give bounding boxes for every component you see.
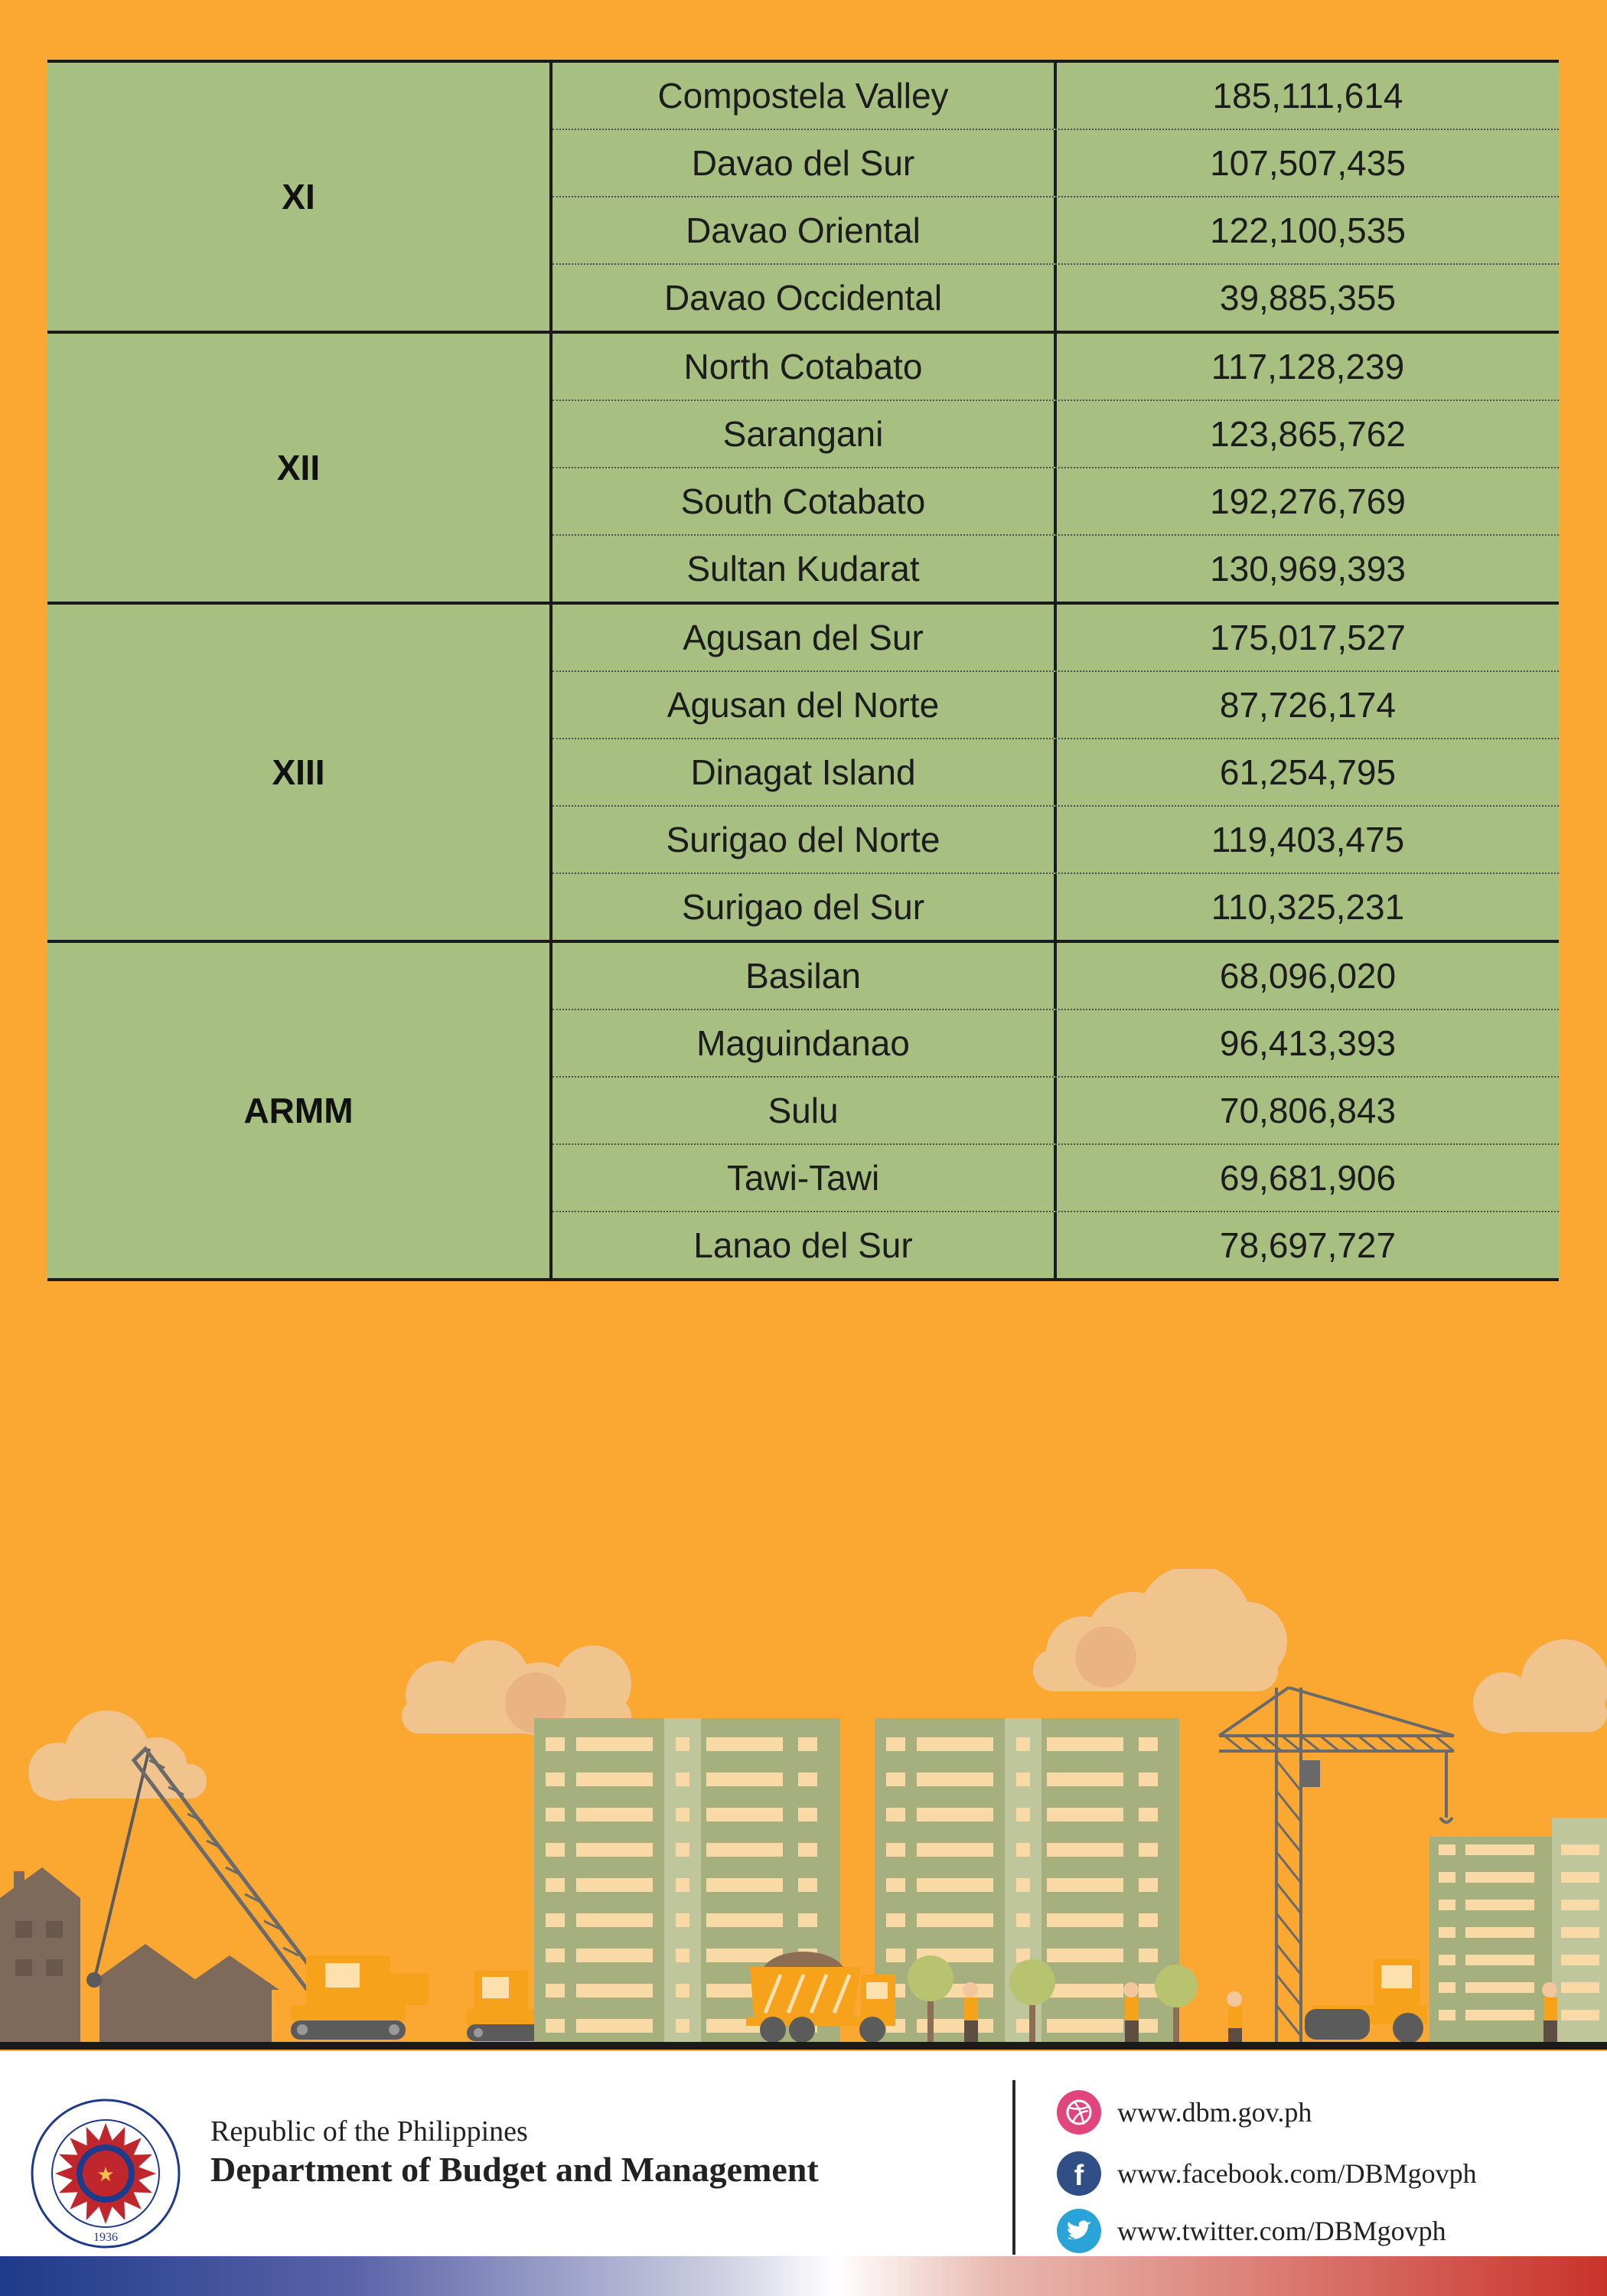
window [1016, 1773, 1030, 1786]
window [1465, 1844, 1534, 1855]
window [706, 1913, 783, 1927]
province-name: Agusan del Sur [553, 605, 1057, 670]
table-row [553, 605, 1559, 670]
window [1047, 1808, 1123, 1821]
window [798, 1878, 817, 1892]
window [706, 1878, 783, 1892]
window [886, 1913, 905, 1927]
window [546, 1808, 565, 1821]
window [676, 1737, 689, 1751]
table-row [553, 263, 1559, 331]
allocation-amount: 68,096,020 [1219, 956, 1397, 996]
houses-silhouette [0, 1867, 279, 2043]
window [676, 1808, 689, 1821]
window [1465, 1900, 1534, 1910]
window [917, 1843, 993, 1857]
window [1465, 1982, 1534, 1993]
allocation-amount: 39,885,355 [1219, 278, 1397, 318]
province-name: Compostela Valley [553, 63, 1057, 129]
region-label: XII [47, 334, 553, 602]
contact-facebook[interactable] [1056, 2151, 1477, 2197]
window [1561, 2010, 1599, 2020]
allocation-amount: 119,403,475 [1211, 820, 1405, 859]
window [1439, 1955, 1455, 1965]
table-row [553, 1076, 1559, 1143]
allocation-table [47, 60, 1559, 1281]
province-name: Basilan [553, 943, 1057, 1009]
window [576, 1843, 653, 1857]
window [1561, 1900, 1599, 1910]
allocation-amount: 96,413,393 [1219, 1023, 1397, 1063]
window [676, 1773, 689, 1786]
window [798, 1737, 817, 1751]
window [1016, 2019, 1030, 2033]
province-name: Agusan del Norte [553, 672, 1057, 738]
region-label: XI [47, 63, 553, 331]
allocation-amount: 69,681,906 [1219, 1158, 1397, 1198]
window [576, 1949, 653, 1962]
window [886, 1843, 905, 1857]
website-link[interactable]: www.dbm.gov.ph [1117, 2097, 1312, 2128]
window [1139, 1878, 1158, 1892]
window [1561, 1872, 1599, 1883]
table-row [553, 63, 1559, 129]
region-group [47, 940, 1559, 1278]
window [576, 1737, 653, 1751]
window [1139, 1949, 1158, 1962]
window [1465, 1872, 1534, 1883]
window [706, 1843, 783, 1857]
window [546, 1737, 565, 1751]
table-row [553, 129, 1559, 196]
window [546, 1878, 565, 1892]
window [1047, 1949, 1123, 1962]
window [917, 1878, 993, 1892]
window [1561, 1927, 1599, 1938]
window [1016, 1843, 1030, 1857]
window [886, 1773, 905, 1786]
window [886, 1949, 905, 1962]
allocation-amount: 70,806,843 [1219, 1091, 1397, 1130]
facebook-link[interactable]: www.facebook.com/DBMgovph [1117, 2158, 1477, 2189]
province-name: Sarangani [553, 401, 1057, 467]
province-name: Surigao del Norte [553, 807, 1057, 872]
footer-divider [1012, 2080, 1015, 2255]
window [546, 1773, 565, 1786]
window [1139, 1773, 1158, 1786]
region-group [47, 602, 1559, 940]
province-name: Lanao del Sur [553, 1212, 1057, 1278]
window [1016, 1913, 1030, 1927]
window [546, 1984, 565, 1998]
window [798, 1843, 817, 1857]
window [546, 1949, 565, 1962]
window [1047, 1984, 1123, 1998]
window [1465, 2010, 1534, 2020]
window [798, 1808, 817, 1821]
allocation-amount: 123,865,762 [1210, 414, 1406, 454]
window [1047, 1773, 1123, 1786]
province-name: Davao Occidental [553, 265, 1057, 331]
window [676, 1843, 689, 1857]
window [676, 1878, 689, 1892]
window [917, 1913, 993, 1927]
window [1439, 1872, 1455, 1883]
window [576, 1913, 653, 1927]
window [706, 1737, 783, 1751]
window [1047, 1737, 1123, 1751]
window [1047, 1913, 1123, 1927]
allocation-amount: 78,697,727 [1219, 1225, 1397, 1265]
contact-website[interactable] [1056, 2089, 1312, 2135]
facebook-icon [1056, 2151, 1102, 2197]
republic-text: Republic of the Philippines [210, 2115, 528, 2148]
window [917, 1773, 993, 1786]
window [1016, 1808, 1030, 1821]
twitter-icon [1056, 2208, 1102, 2254]
table-row [553, 196, 1559, 263]
department-name: Department of Budget and Management [210, 2150, 819, 2189]
road-roller [1305, 1959, 1427, 2043]
province-name: Tawi-Tawi [553, 1145, 1057, 1211]
table-row [553, 467, 1559, 534]
window [917, 1737, 993, 1751]
window [1439, 2010, 1455, 2020]
allocation-amount: 107,507,435 [1210, 143, 1406, 183]
province-name: Sulu [553, 1078, 1057, 1143]
region-group [47, 63, 1559, 331]
province-name: Maguindanao [553, 1010, 1057, 1076]
window [676, 1949, 689, 1962]
allocation-amount: 122,100,535 [1210, 210, 1406, 250]
svg-text:f: f [1074, 2160, 1084, 2192]
window [1047, 1843, 1123, 1857]
window [676, 2019, 689, 2033]
table-row [553, 670, 1559, 738]
window [1439, 1982, 1455, 1993]
contact-twitter[interactable] [1056, 2208, 1446, 2254]
window [1561, 1955, 1599, 1965]
window [576, 1984, 653, 1998]
window [576, 1773, 653, 1786]
window [546, 1913, 565, 1927]
window [798, 1773, 817, 1786]
window [886, 1737, 905, 1751]
window [1465, 1927, 1534, 1938]
window [576, 1808, 653, 1821]
allocation-amount: 130,969,393 [1210, 549, 1406, 589]
twitter-link[interactable]: www.twitter.com/DBMgovph [1117, 2216, 1446, 2246]
province-name: Davao del Sur [553, 130, 1057, 196]
window [1016, 1737, 1030, 1751]
table-row [553, 805, 1559, 872]
window [1139, 1913, 1158, 1927]
svg-text:★: ★ [96, 2164, 115, 2186]
allocation-amount: 175,017,527 [1210, 618, 1406, 657]
window [1139, 1808, 1158, 1821]
dribbble-icon [1056, 2089, 1102, 2135]
province-name: Surigao del Sur [553, 874, 1057, 940]
window [886, 1808, 905, 1821]
table-row [553, 872, 1559, 940]
window [1139, 1843, 1158, 1857]
table-row [553, 738, 1559, 805]
window [1139, 1737, 1158, 1751]
allocation-amount: 185,111,614 [1212, 76, 1403, 116]
window [1139, 2019, 1158, 2033]
region-label: ARMM [47, 943, 553, 1278]
window [706, 1808, 783, 1821]
window [1439, 1844, 1455, 1855]
table-row [553, 334, 1559, 400]
window [706, 1773, 783, 1786]
svg-text:1936: 1936 [93, 2231, 118, 2244]
province-name: North Cotabato [553, 334, 1057, 400]
window [1439, 1900, 1455, 1910]
table-row [553, 1143, 1559, 1211]
window [1047, 2019, 1123, 2033]
province-name: South Cotabato [553, 468, 1057, 534]
table-row [553, 534, 1559, 602]
allocation-amount: 192,276,769 [1210, 481, 1406, 521]
window [676, 1913, 689, 1927]
window [798, 1913, 817, 1927]
window [546, 2019, 565, 2033]
window [576, 2019, 653, 2033]
allocation-amount: 110,325,231 [1211, 887, 1405, 927]
province-name: Sultan Kudarat [553, 536, 1057, 602]
allocation-amount: 87,726,174 [1219, 685, 1397, 725]
allocation-amount: 61,254,795 [1219, 752, 1397, 792]
flag-color-bar [0, 2256, 1607, 2296]
region-group [47, 331, 1559, 602]
window [917, 1808, 993, 1821]
window [1465, 1955, 1534, 1965]
footer [0, 2051, 1607, 2296]
table-row [553, 400, 1559, 467]
province-name: Davao Oriental [553, 197, 1057, 263]
window [676, 1984, 689, 1998]
window [1439, 1927, 1455, 1938]
window [576, 1878, 653, 1892]
window [546, 1843, 565, 1857]
window [1561, 1844, 1599, 1855]
allocation-amount: 117,128,239 [1211, 347, 1405, 386]
province-name: Dinagat Island [553, 739, 1057, 805]
table-row [553, 1009, 1559, 1076]
region-label: XIII [47, 605, 553, 940]
dbm-seal-logo [29, 2097, 182, 2250]
table-row [553, 943, 1559, 1009]
window [886, 1878, 905, 1892]
window [1561, 1982, 1599, 1993]
construction-illustration [0, 1569, 1607, 2051]
window [1016, 1878, 1030, 1892]
table-row [553, 1211, 1559, 1278]
window [1047, 1878, 1123, 1892]
